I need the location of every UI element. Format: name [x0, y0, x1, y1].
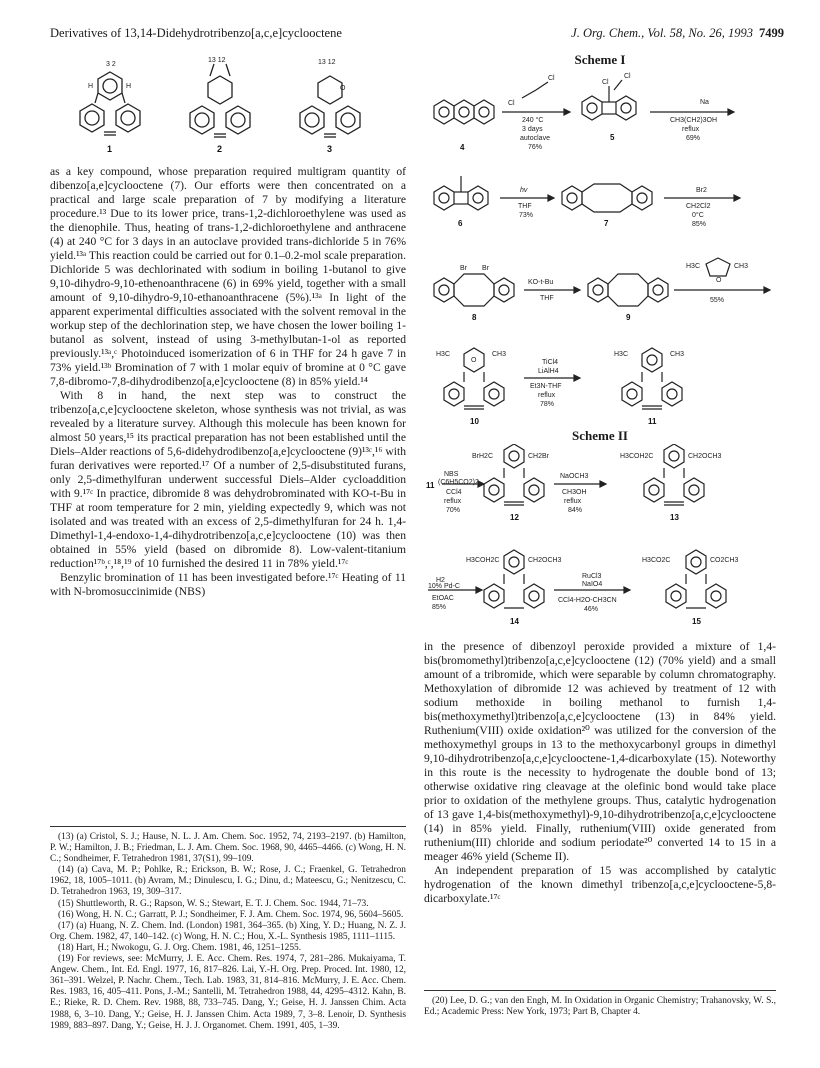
- s2-bz2o2: (C6H5CO2)2: [438, 479, 479, 486]
- s2-yield-70: 70%: [446, 507, 461, 514]
- s2-15-left: H3CO2C: [642, 557, 671, 564]
- s1-reflux-4: reflux: [538, 392, 556, 399]
- ref-19: (19) For reviews, see: McMurry, J. E. Acc. Chem. Res. 1974, 7, 281–286. Mukaiyama, T. Angew. Chem., Int. Ed. Engl. 1977, 16, 817–826. Lai, Y.-H. Org. Prep. Proced. Int. 1980, 12, 361–391. Welzel, P. Nachr. Chem., Tech. Lab. 1983, 31, 814–816. McMurry, J. E. Acc. Chem. Res. 1983, 16, 405–411. Pons, J.-M.; Santelli, M. Tetrahedron 1988, 44, 4295–4312. Kahn, B. E.; Rieke, R. D. Chem. Rev. 1988, 88, 733–745. Dang, Y.; Geise, H. J. Janssen Chim. Acta 1988, 6, 3–10. Dang, Y.; Geise, H. J. Janssen Chim. Acta 1989, 7, 3–8. Lenoir, D. Synthesis 1989, 883–897. Dang, Y.; Geise, H. J. J. Organomet. Chem. 1991, 405, 1–39.: [50, 954, 406, 1031]
- footnote-rule-left: [50, 826, 406, 827]
- ref-16: (16) Wong, H. N. C.; Garratt, P. J.; Sondheimer, F. J. Am. Chem. Soc. 1974, 96, 5604–5605.: [58, 909, 404, 920]
- s1-yield-73: 73%: [519, 212, 534, 219]
- svg-text:O: O: [340, 85, 346, 92]
- s2-nbs: NBS: [444, 471, 459, 478]
- s1-cl-c: Cl: [602, 79, 609, 86]
- s1-r2-yield: 69%: [686, 135, 701, 142]
- ref-17: (17) (a) Huang, N. Z. Chem. Ind. (London) 1981, 364–365. (b) Xing, Y. D.; Huang, N. Z. J. Org. Chem. 1982, 47, 140–142. (c) Wong, H. N. C.; Hou, X.-L. Synthesis 1985, 1111–1115.: [50, 920, 406, 942]
- s1-label-11: 11: [648, 417, 657, 426]
- s1-r2-na: Na: [700, 99, 709, 106]
- s1-10-ch3: CH3: [492, 351, 507, 358]
- s1-r1-days: 3 days: [522, 126, 543, 133]
- s1-furan-h3c: H3C: [686, 263, 701, 270]
- s1-thf-2: THF: [540, 295, 554, 302]
- s1-10-o: O: [471, 357, 477, 364]
- ref-20: (20) Lee, D. G.; van den Engh, M. In Oxidation in Organic Chemistry; Trahanovsky, W. S., Ed.; Academic Press: New York, 1973; Part B, Chapter 4.: [424, 996, 776, 1018]
- running-header: Derivatives of 13,14-Didehydrotribenzo[a,c,e]cyclooctene: [50, 26, 342, 40]
- compound-figure-1-2-3: [70, 54, 390, 154]
- s1-furan-ch3: CH3: [734, 263, 749, 270]
- s1-br-b: Br: [482, 265, 489, 272]
- s2-yield-84: 84%: [568, 507, 583, 514]
- s1-label-7: 7: [604, 219, 609, 228]
- ref-18: (18) Hart, H.; Nwokogu, G. J. Org. Chem. 1981, 46, 1251–1255.: [58, 942, 302, 953]
- s1-yield-85: 85%: [692, 221, 707, 228]
- s1-11-h3c: H3C: [614, 351, 629, 358]
- s1-furan-o: O: [716, 277, 722, 284]
- s1-cl-b: Cl: [548, 75, 555, 82]
- s2-label-11: 11: [426, 481, 435, 490]
- s1-r1-temp: 240 °C: [522, 117, 544, 124]
- s1-yield-55: 55%: [710, 297, 725, 304]
- s1-cl-a: Cl: [508, 100, 515, 107]
- s1-label-9: 9: [626, 313, 631, 322]
- s1-kotbu: KO-t-Bu: [528, 279, 554, 286]
- s2-label-15: 15: [692, 617, 701, 626]
- s1-et3n-thf: Et3N-THF: [530, 383, 562, 390]
- s2-rucl3: RuCl3: [582, 573, 602, 580]
- s1-label-4: 4: [460, 143, 465, 152]
- scheme-2-title: Scheme II: [572, 428, 628, 443]
- left-paragraph-3: Benzylic bromination of 11 has been investigated before.¹⁷ᶜ Heating of 11 with N-bromosuccinimide (NBS): [50, 571, 406, 598]
- s1-yield-78: 78%: [540, 401, 555, 408]
- scheme-1-diagram: [424, 68, 776, 448]
- s1-ch2cl2: CH2Cl2: [686, 203, 711, 210]
- ref-15: (15) Shuttleworth, R. G.; Rapson, W. S.; Stewart, E. T. J. Chem. Soc. 1944, 71–73.: [58, 898, 369, 909]
- ref-14: (14) (a) Cava, M. P.; Pohlke, R.; Erickson, B. W.; Rose, J. C.; Fraenkel, G. Tetrahedron 1962, 18, 1005–1011. (b) Avram, M.; Dinulescu, I. G.; Dinu, d.; Mateescu, G.; Nenitzescu, C. D. Tetrahedron 1963, 19, 309–317.: [50, 865, 406, 898]
- journal-name: J. Org. Chem., Vol. 58, No. 26, 1993: [571, 26, 753, 40]
- svg-text:3 2: 3 2: [106, 61, 116, 68]
- s2-label-14: 14: [510, 617, 519, 626]
- s1-label-10: 10: [470, 417, 479, 426]
- svg-text:13 12: 13 12: [208, 57, 226, 64]
- s1-11-ch3: CH3: [670, 351, 685, 358]
- s2-ch2br: CH2Br: [528, 453, 550, 460]
- page-number: 7499: [759, 26, 784, 40]
- s1-cl-d: Cl: [624, 73, 631, 80]
- scheme-1-title: Scheme I: [574, 52, 626, 67]
- s1-thf-1: THF: [518, 203, 532, 210]
- s2-label-12: 12: [510, 513, 519, 522]
- s2-15-right: CO2CH3: [710, 557, 739, 564]
- s2-14-left: H3COH2C: [466, 557, 500, 564]
- s2-13-right: CH2OCH3: [688, 453, 722, 460]
- s1-10-h3c: H3C: [436, 351, 451, 358]
- ref-13: (13) (a) Cristol, S. J.; Hause, N. L. J. Am. Chem. Soc. 1952, 74, 2193–2197. (b) Hamilton, P. W.; Hamilton, J. B.; Friedman, L. J. Am. Chem. Soc. 1968, 90, 4465–4466. (c) Wong, H. N. C.; Sondheimer, F. Tetrahedron 1981, 37(S1), 99–109.: [50, 832, 406, 865]
- s1-ticl4: TiCl4: [542, 359, 559, 366]
- s2-h2: H2: [436, 577, 445, 584]
- left-paragraph-2: With 8 in hand, the next step was to construct the tribenzo[a,c,e]cyclooctene skeleton, whose synthesis was not trivial, as was revealed by a literature survey. Although this molecule has been known for almost 50 years,¹⁵ its practical preparation has not been established until the Diels–Alder reactions of 5,6-didehydrodibenzo[a,e]cyclooctene (9)¹³ᶜ,¹⁶ with furan derivatives were reported.¹⁷ Of a number of 2,5-disubstituted furans, only 2,5-dimethylfuran underwent successful Diels–Alder cycloaddition with 9.¹⁷ᶜ In practice, dibromide 8 was dehydrobrominated with KO-t-Bu in THF at room temperature for 2 min, yielding expectedly 9, which was not isolated and was treated with an excess of 2,5-dimethylfuran for 24 h. 1,4-Dimethyl-1,4-endoxo-1,4-dihydrotribenzo[a,c,e]cyclooctene (10) was then obtained in 55% yield (based on dibromide 8). Low-valent-titanium reduction¹⁷ᵇ,ᶜ,¹⁸,¹⁹ of 10 furnished the desired 11 in 78% yield.¹⁷ᶜ: [50, 389, 406, 570]
- right-footnotes: [424, 996, 776, 1018]
- s2-yield-46: 46%: [584, 606, 599, 613]
- svg-text:H: H: [126, 83, 132, 90]
- s2-naoch3: NaOCH3: [560, 473, 589, 480]
- s2-14-right: CH2OCH3: [528, 557, 562, 564]
- compound-label-2: 2: [217, 144, 223, 154]
- right-paragraph-2: An independent preparation of 15 was accomplished by catalytic hydrogenation of the known dimethyl tribenzo[a,c,e]cyclooctene-5,8-dicarboxylate.¹⁷ᶜ: [424, 864, 776, 905]
- s1-0c: 0°C: [692, 212, 704, 219]
- journal-citation: [571, 26, 784, 41]
- compound-label-1: 1: [107, 144, 113, 154]
- s2-yield-85: 85%: [432, 604, 447, 611]
- s1-r2-reflux: reflux: [682, 126, 700, 133]
- s2-solvents: CCl4-H2O-CH3CN: [558, 597, 617, 604]
- right-column-body: [424, 640, 776, 906]
- s2-naio4: NaIO4: [582, 581, 603, 588]
- s2-label-13: 13: [670, 513, 679, 522]
- left-column-body: [50, 165, 406, 599]
- s2-reflux-2: reflux: [564, 498, 582, 505]
- s2-pdc: 10% Pd-C: [428, 583, 460, 590]
- s1-r2-solvent: CH3(CH2)3OH: [670, 117, 718, 124]
- s1-label-8: 8: [472, 313, 477, 322]
- s2-ch3oh: CH3OH: [562, 489, 587, 496]
- s2-brh2c: BrH2C: [472, 453, 494, 460]
- scheme-2-diagram: [424, 444, 776, 634]
- s1-label-5: 5: [610, 133, 615, 142]
- s1-hv: hv: [520, 187, 528, 194]
- s2-reflux-1: reflux: [444, 498, 462, 505]
- right-paragraph-1: in the presence of dibenzoyl peroxide provided a mixture of 1,4-bis(bromomethyl)tribenzo[a,c,e]cyclooctene (12) (70% yield) and a small amount of a tribromide, which were separable by column chromatography. Methoxylation of dibromide 12 was achieved by treatment of 12 with sodium methoxide in boiling methanol to furnish 1,4-bis(methoxymethyl)tribenzo[a,c,e]cyclooctene (13) in 84% yield. Ruthenium(VIII) oxide oxidation²⁰ was utilized for the conversion of the methoxymethyl groups in 13 to the methoxycarbonyl groups in dimethyl 9,10-dihydrotribenzo[a,c,e]cyclooctene-1,4-dicarboxylate (15). Noteworthy in this route is the necessity to hydrogenate the double bond of 13; otherwise oxidative ring cleavage at the olefinic bond would take place prior to oxidation of the methylene groups. Thus, catalytic hydrogenation of 13 gave 1,4-bis(methoxymethyl)-9,10-dihydrotribenzo[a,c,e]cyclooctene (14) in 85% yield. Finally, ruthenium(VIII) oxide generated from ruthenium(III) chloride and sodium periodate²⁰ converted 14 to 15 in a meager 46% yield (Scheme II).: [424, 640, 776, 863]
- s1-br-a: Br: [460, 265, 467, 272]
- s1-lialh4: LiAlH4: [538, 368, 559, 375]
- left-paragraph-1: as a key compound, whose preparation required multigram quantity of dibenzo[a,e]cyclooctene (7). Our efforts were then concentrated on a practical and large scale preparation of 7 by modifying a literature procedure.¹³ Due to its lower price, trans-1,2-dichloroethylene was used as the dienophile. Thus, heating of trans-1,2-dichloroethylene and anthracene (4) at 240 °C for 3 days in an autoclave provided trans-dichloride 5 in 76% yield.¹³ᵃ This reaction could be carried out for 0.1–0.2-mol scale preparation. Dichloride 5 was dechlorinated with sodium in boiling 1-butanol to give 9,10-dihydro-9,10-ethenoanthracene (6) in 69% yield, together with a small amount of 9,10-dihydro-9,10-ethanoanthracene (5%).¹³ᵃ In light of the apparent experimental difficulties associated with the solvent removal in the workup step of the dechlorination step, we have chosen the lower boiling 1-butanol as solvent, instead of using 3-methylbutan-1-ol as reported previously.¹³ᵃ,ᶜ Photoinduced isomerization of 6 in THF for 24 h gave 7 in 73% yield.¹³ᵇ Bromination of 7 with 1 molar equiv of bromine at 0 °C gave 7,8-dibromo-7,8-dihydrodibenzo[a,e]cyclooctene (8) in 85% yield.¹⁴: [50, 165, 406, 388]
- s1-br2: Br2: [696, 187, 707, 194]
- s1-r1-yield: 76%: [528, 144, 543, 151]
- left-footnotes: [50, 832, 406, 1032]
- s1-label-6: 6: [458, 219, 463, 228]
- s2-ccl4: CCl4: [446, 489, 462, 496]
- svg-text:H: H: [88, 83, 94, 90]
- svg-text:13 12: 13 12: [318, 59, 336, 66]
- s2-etoac: EtOAC: [432, 595, 454, 602]
- footnote-rule-right: [424, 990, 776, 991]
- s1-r1-autoclave: autoclave: [520, 135, 550, 142]
- s2-13-left: H3COH2C: [620, 453, 654, 460]
- compound-label-3: 3: [327, 144, 333, 154]
